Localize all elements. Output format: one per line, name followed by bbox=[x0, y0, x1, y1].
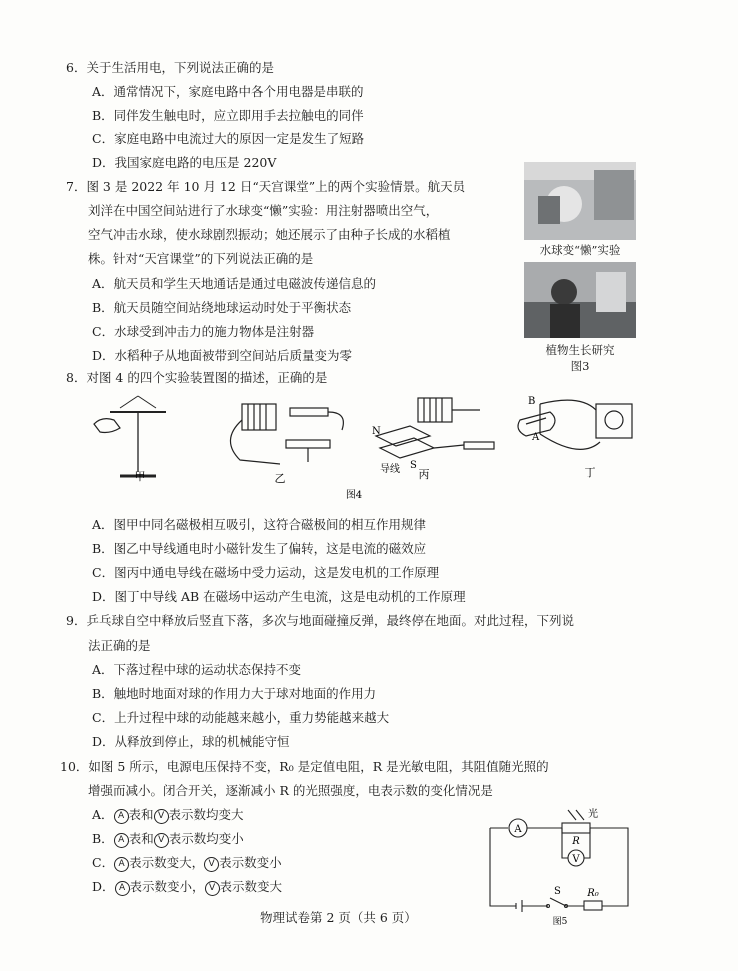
figure4-bing-apparatus bbox=[376, 398, 494, 458]
figure3-label: 图3 bbox=[570, 359, 590, 373]
q7-option-c: C．水球受到冲击力的施力物体是注射器 bbox=[92, 324, 315, 339]
q7-option-a: A．航天员和学生天地通话是通过电磁波传递信息的 bbox=[92, 276, 377, 291]
q6-stem: 6．关于生活用电，下列说法正确的是 bbox=[66, 60, 274, 75]
ammeter-symbol: A bbox=[115, 881, 130, 896]
q6-option-b: B．同伴发生触电时，应立即用手去拉触电的同伴 bbox=[92, 108, 364, 123]
circuit-light-label: 光 bbox=[588, 809, 598, 820]
circuit-switch-label: S bbox=[554, 886, 561, 897]
q9-stem-line2: 法正确的是 bbox=[88, 638, 151, 653]
figure4-caption: 图4 bbox=[345, 490, 363, 501]
figure4-yi-apparatus bbox=[230, 404, 343, 464]
voltmeter-symbol: V bbox=[154, 833, 169, 848]
q10-stem-line1: 10．如图 5 所示，电源电压保持不变，R₀ 是定值电阻，R 是光敏电阻，其阻值随光照的 bbox=[60, 759, 549, 774]
circuit-r0-label: R₀ bbox=[587, 888, 599, 899]
photo2-caption: 植物生长研究 bbox=[545, 343, 615, 357]
voltmeter-symbol: V bbox=[154, 809, 169, 824]
q10-option-c: C． A 表示数变大， V 表示数变小 bbox=[92, 855, 282, 870]
circuit-r-label: R bbox=[572, 836, 580, 847]
figure4-label-ding: 丁 bbox=[584, 466, 596, 479]
plant-photo bbox=[524, 262, 636, 338]
q10-option-b: B． A 表和 V 表示数均变小 bbox=[92, 831, 244, 846]
q7-stem-line2: 刘洋在中国空间站进行了水球变“懒”实验：用注射器喷出空气， bbox=[88, 203, 439, 218]
q8-option-b: B．图乙中导线通电时小磁针发生了偏转，这是电流的磁效应 bbox=[92, 541, 427, 556]
q7-option-d: D．水稻种子从地面被带到空间站后质量变为零 bbox=[92, 348, 353, 363]
q7-stem-line4: 株。针对“天宫课堂”的下列说法正确的是 bbox=[88, 251, 314, 266]
figure4-label-jia: 甲 bbox=[134, 470, 146, 483]
figure4-label-bing: 丙 bbox=[418, 468, 430, 481]
ammeter-symbol: A bbox=[114, 809, 129, 824]
q9-option-c: C．上升过程中球的动能越来越小，重力势能越来越大 bbox=[92, 710, 390, 725]
figure4-wire-label: 导线 bbox=[380, 464, 400, 475]
figure4-point-a: A bbox=[532, 432, 540, 443]
figure4-point-b: B bbox=[528, 396, 536, 407]
q6-option-c: C．家庭电路中电流过大的原因一定是发生了短路 bbox=[92, 131, 365, 146]
q8-option-c: C．图丙中通电导线在磁场中受力运动，这是发电机的工作原理 bbox=[92, 565, 440, 580]
ammeter-symbol: A bbox=[114, 833, 129, 848]
q7-option-b: B．航天员随空间站绕地球运动时处于平衡状态 bbox=[92, 300, 352, 315]
q9-option-d: D．从释放到停止，球的机械能守恒 bbox=[92, 734, 290, 749]
water-ball-photo bbox=[524, 162, 636, 240]
figure5-circuit bbox=[480, 808, 640, 928]
voltmeter-symbol: V bbox=[204, 857, 219, 872]
q9-option-a: A．下落过程中球的运动状态保持不变 bbox=[92, 662, 302, 677]
q8-stem: 8．对图 4 的四个实验装置图的描述，正确的是 bbox=[66, 370, 328, 385]
q6-option-d: D．我国家庭电路的电压是 220V bbox=[92, 155, 277, 170]
q7-stem-line3: 空气冲击水球，使水球剧烈振动；她还展示了由种子长成的水稻植 bbox=[88, 227, 451, 242]
figure4-label-yi: 乙 bbox=[274, 472, 286, 485]
q8-option-a: A．图甲中同名磁极相互吸引，这符合磁极间的相互作用规律 bbox=[92, 517, 427, 532]
figure4-pole-s: S bbox=[410, 460, 417, 471]
q7-stem-line1: 7．图 3 是 2022 年 10 月 12 日“天宫课堂”上的两个实验情景。航天员 bbox=[66, 179, 466, 194]
q9-stem-line1: 9．乒乓球自空中释放后竖直下落，多次与地面碰撞反弹，最终停在地面。对此过程，下列说 bbox=[66, 613, 574, 628]
page-footer: 物理试卷第 2 页（共 6 页） bbox=[260, 910, 417, 925]
circuit-ammeter: A bbox=[514, 824, 522, 835]
circuit-voltmeter: V bbox=[572, 854, 580, 865]
figure4 bbox=[80, 390, 650, 505]
figure4-pole-n: N bbox=[372, 426, 381, 437]
figure5-caption: 图5 bbox=[552, 917, 568, 927]
voltmeter-symbol: V bbox=[205, 881, 220, 896]
ammeter-symbol: A bbox=[114, 857, 129, 872]
q9-option-b: B．触地时地面对球的作用力大于球对地面的作用力 bbox=[92, 686, 377, 701]
q6-option-a: A．通常情况下，家庭电路中各个用电器是串联的 bbox=[92, 84, 364, 99]
figure4-jia-magnets bbox=[94, 396, 166, 476]
q10-option-d: D． A 表示数变小， V 表示数变大 bbox=[92, 879, 283, 894]
q8-option-d: D．图丁中导线 AB 在磁场中运动产生电流，这是电动机的工作原理 bbox=[92, 589, 466, 604]
q10-option-a: A． A 表和 V 表示数均变大 bbox=[92, 807, 244, 822]
q10-stem-line2: 增强而减小。闭合开关，逐渐减小 R 的光照强度，电表示数的变化情况是 bbox=[88, 783, 493, 798]
photo1-caption: 水球变“懒”实验 bbox=[539, 243, 621, 257]
